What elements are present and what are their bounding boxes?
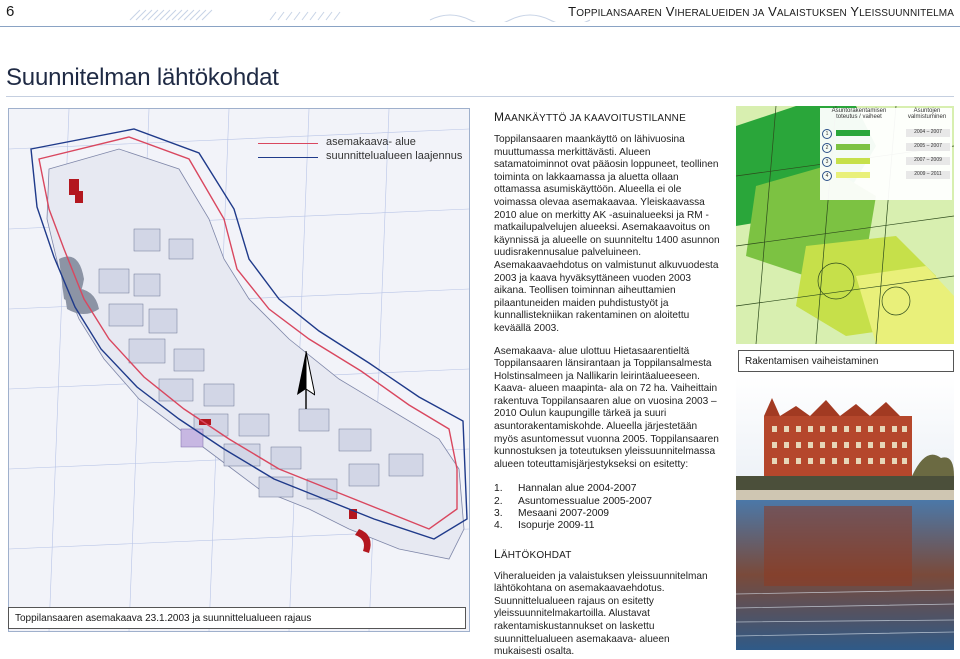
north-arrow-icon [297,351,315,409]
list-item: 3. Mesaani 2007-2009 [494,508,610,520]
phase-2-years: 2005 – 2007 [906,143,950,151]
phasing-map [736,106,954,344]
phase-4-years: 2009 – 2011 [906,171,950,179]
zoning-plan-drawing [9,109,469,631]
list-item: 1. Hannalan alue 2004-2007 [494,483,637,495]
phase-1-badge: 1 [822,129,832,139]
phasing-col-header-1: Asuntorakentamisen toteutus / vaiheet [831,108,887,120]
warehouse-photo [736,376,954,650]
map-caption: Toppilansaaren asemakaava 23.1.2003 ja suunnittelualueen rajaus [8,607,466,629]
phasing-table [822,108,952,184]
section-title: Suunnitelman lähtökohdat [6,64,279,91]
red-line-swatch [258,143,318,144]
phase-list [494,483,720,532]
phase-3-years: 2007 – 2009 [906,157,950,165]
phasing-row [822,142,952,156]
warehouse-photo-drawing [736,376,954,650]
land-use-paragraph-2: Asemakaava- alue ulottuu Hietasaarentieltä Toppilansaaren länsirantaan ja Toppilansalmesta Holstinsalmeen ja Nallikarin leirintäalueeseen. Kaava- alueen maapinta- ala on 72 ha. Vaiheittain rakentuva Toppilansaaren alue on vuosina 2003 – 2010 Oulun kaupungille tärkeä ja suuri asuntorakentamiskohde. Alueella järjestetään myös asuntomessut vuonna 2005. Toppilansaaren kunnostuksen ja toteutuksen yleissuunnitelmassa alueen toteuttamisjärjestykseksi on esitetty: [494,345,719,470]
header-decoration [70,8,630,22]
list-item: 2. Asuntomessualue 2005-2007 [494,495,652,507]
page-number: 6 [6,3,15,20]
zoning-plan-map [8,108,470,632]
phase-1-years: 2004 – 2007 [906,129,950,137]
legend-item-planning-extension: suunnittelualueen laajennus [258,150,463,164]
starting-points-paragraph: Viheralueiden ja valaistuksen yleissuunnitelman lähtökohtana on asemakaavaehdotus. Suunnittelualueen rajaus on esitetty yleissuunnitelmakartoilla. Alustavat rakentamiskustannukset on laskettu suunnittelualueen asemakaava- alueen mukaisesti osalta. [494,570,708,658]
phase-4-swatch [836,172,870,178]
starting-points-heading: LÄHTÖKOHDAT [494,546,572,561]
legend-item-zoning-area: asemakaava- alue [258,136,463,150]
map-legend [258,136,463,164]
header-divider [0,26,960,27]
phasing-row [822,170,952,184]
document-title: TOPPILANSAAREN VIHERALUEIDEN JA VALAISTUKSEN YLEISSUUNNITELMA [568,4,954,19]
phase-2-badge: 2 [822,143,832,153]
title-divider [6,96,954,97]
phasing-row [822,128,952,142]
phasing-row [822,156,952,170]
phasing-caption: Rakentamisen vaiheistaminen [738,350,954,372]
list-item: 4. Isopurje 2009-11 [494,520,595,532]
phase-4-badge: 4 [822,171,832,181]
blue-line-swatch [258,157,318,158]
land-use-paragraph-1: Toppilansaaren maankäyttö on lähivuosina muuttumassa merkittävästi. Alueen satamatoiminnot ovat pääosin loppuneet, teollinen toiminta on lakkaamassa ja aluetta ollaan ottamassa asumiskäyttöön. Alueella ei ole voimassa olevaa asemakaavaa. Yleiskaavassa 2010 alue on merkitty AK -asuinalueeksi ja RM -matkailupalvelujen alueeksi. Asemakaavoitus on käynnissä ja alueelle on suunniteltu 1400 asunnon uudisrakennusalue palveluineen. Asemakaavaehdotus on valmistunut alkuvuodesta 2003 ja kaava hyväksyttäneen vuoden 2003 aikana. Teollisen toiminnan aiheuttamien pilaantuneiden maiden puhdistustyöt ja kunnallistekniikan rakentaminen on aloitettu keväällä 2003. [494,134,720,334]
phase-1-swatch [836,130,870,136]
phase-2-swatch [836,144,870,150]
text-column [494,108,720,659]
phase-3-badge: 3 [822,157,832,167]
land-use-heading: MAANKÄYTTÖ JA KAAVOITUSTILANNE [494,110,686,124]
phase-3-swatch [836,158,870,164]
phasing-col-header-2: Asuntojen valmistuminen [907,108,947,120]
